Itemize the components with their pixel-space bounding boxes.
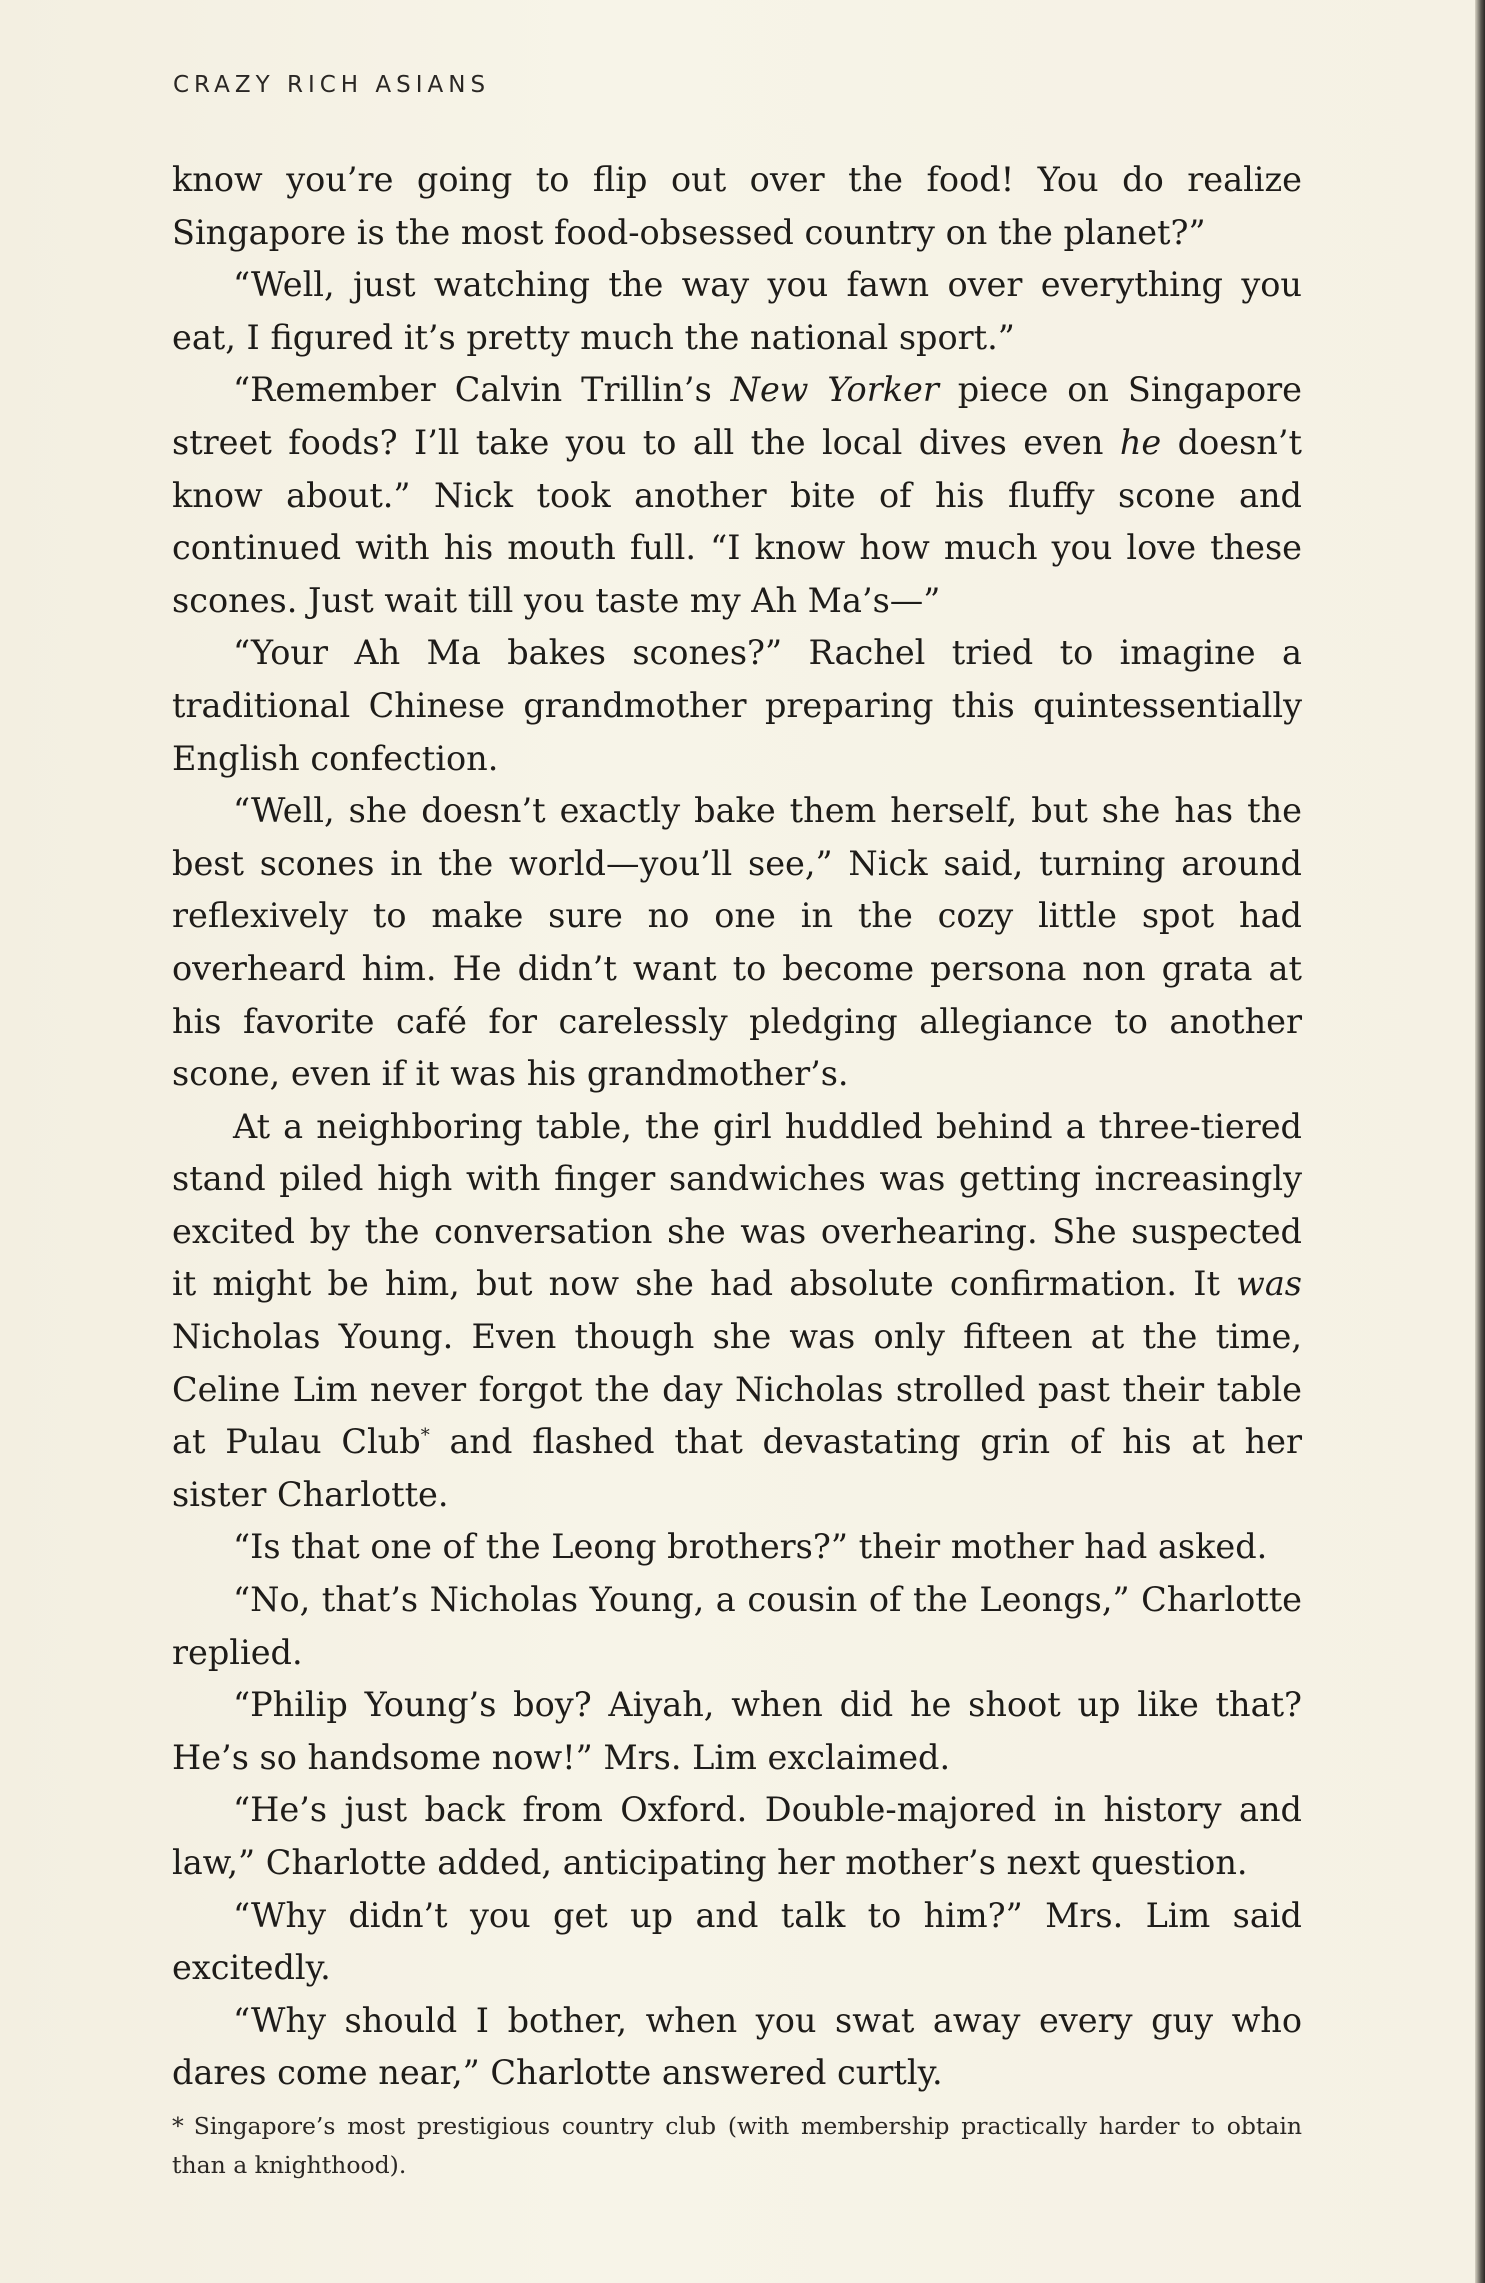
italic-he: he [1119, 422, 1162, 462]
paragraph-5: “Well, she doesn’t exactly bake them herself, but she has the best scones in the world—you’ll see,” Nick said, turning around reflexively to make sure no one in the cozy little spot had overheard him. He didn’t want to become persona non grata at his favorite café for carelessly pledging allegiance to another scone, even if it was his grandmother’s. [172, 791, 1302, 1094]
paragraph-8: “No, that’s Nicholas Young, a cousin of the Leongs,” Charlotte replied. [172, 1580, 1302, 1672]
paragraph-1: know you’re going to flip out over the food! You do realize Singapore is the most food-obsessed country on the planet?” [172, 160, 1302, 252]
footnote-star: * [172, 2112, 184, 2140]
italic-was: was [1236, 1264, 1302, 1304]
paragraph-6-text-c: and flashed that devastating grin of his at her sister Charlotte. [172, 1422, 1302, 1514]
running-head: CRAZY RICH ASIANS [173, 72, 491, 98]
page-edge [1475, 0, 1485, 2283]
paragraph-2: “Well, just watching the way you fawn over everything you eat, I figured it’s pretty much the national sport.” [172, 265, 1302, 357]
footnote-marker: * [420, 1425, 430, 1447]
body-text [172, 154, 1302, 2100]
paragraph-6 [172, 1101, 1302, 1522]
paragraph-7: “Is that one of the Leong brothers?” their mother had asked. [233, 1527, 1268, 1567]
paragraph-11: “Why didn’t you get up and talk to him?” Mrs. Lim said excitedly. [172, 1895, 1302, 1988]
footnote-text: Singapore’s most prestigious country club (with membership practically harder to obtain than a knighthood). [172, 2112, 1302, 2179]
paragraph-3-text-b: piece on Singapore street foods? I’ll take you to all the local dives even [172, 370, 1302, 462]
paragraph-3-text-a: “Remember Calvin Trillin’s [233, 370, 731, 410]
footnote [172, 2107, 1302, 2185]
paragraph-4: “Your Ah Ma bakes scones?” Rachel tried to imagine a traditional Chinese grandmother preparing this quintessentially English confection. [172, 633, 1302, 778]
paragraph-9: “Philip Young’s boy? Aiyah, when did he shoot up like that? He’s so handsome now!” Mrs. Lim exclaimed. [172, 1685, 1302, 1777]
paragraph-6-text-a: At a neighboring table, the girl huddled behind a three-tiered stand piled high with finger sandwiches was getting increasingly excited by the conversation she was overhearing. She suspected it might be him, but now she had absolute confirmation. It [172, 1106, 1302, 1304]
italic-new-yorker: New Yorker [730, 370, 939, 410]
paragraph-10: “He’s just back from Oxford. Double-majored in history and law,” Charlotte added, anticipating her mother’s next question. [172, 1790, 1302, 1882]
paragraph-6-text-b: Nicholas Young. Even though she was only fifteen at the time, Celine Lim never forgot the day Nicholas strolled past their table at Pulau Club [172, 1317, 1302, 1462]
paragraph-12: “Why should I bother, when you swat away every guy who dares come near,” Charlotte answered curtly. [172, 2000, 1302, 2093]
paragraph-3 [172, 364, 1302, 627]
paragraph-3-text-c: doesn’t know about.” Nick took another bite of his fluffy scone and continued with his mouth full. “I know how much you love these scones. Just wait till you taste my Ah Ma’s—” [172, 422, 1302, 620]
